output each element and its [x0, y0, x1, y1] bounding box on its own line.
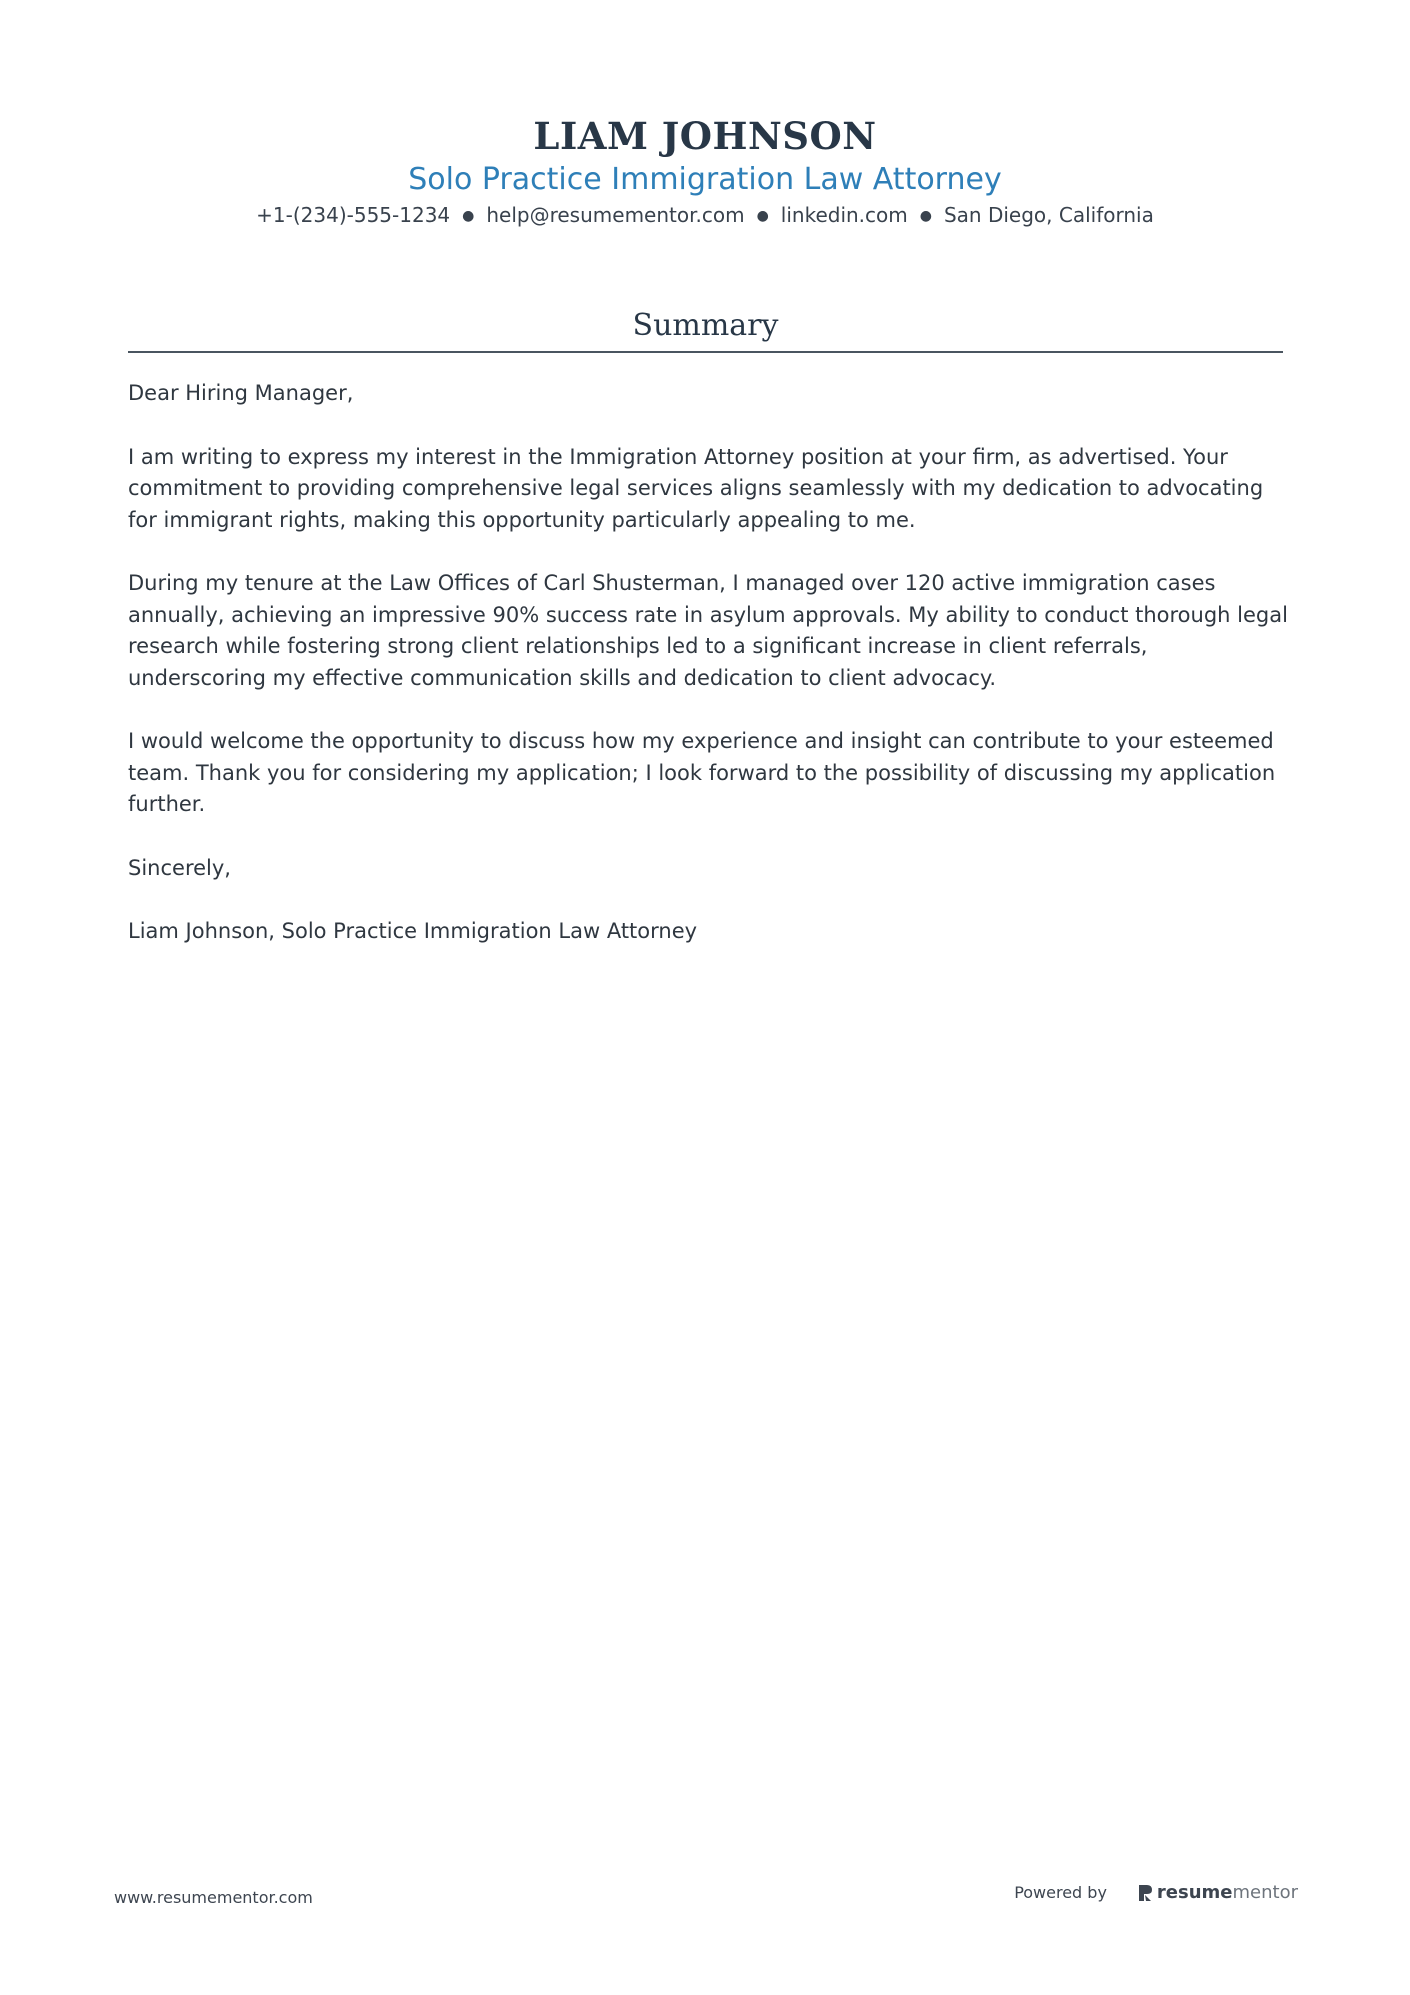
salutation: Dear Hiring Manager, — [128, 381, 354, 405]
bullet-separator: ● — [919, 208, 932, 224]
resume-header — [0, 112, 1410, 231]
bullet-separator: ● — [462, 208, 475, 224]
letter-paragraph-1: I am writing to express my interest in the Immigration Attorney position at your firm, as advertised. Your commitment to providing comprehensive legal services aligns seamlessly with my dedication to advocating for immigrant rights, making this opportunity particularly appealing to me. — [128, 444, 1264, 532]
section-heading-summary: Summary — [632, 308, 779, 343]
contact-line — [0, 200, 1410, 231]
candidate-name: LIAM JOHNSON — [533, 114, 877, 158]
letter-body — [128, 378, 1288, 980]
powered-by-label: Powered by — [1014, 1883, 1107, 1902]
contact-location: San Diego, California — [943, 203, 1154, 227]
logo-text-mentor: mentor — [1232, 1882, 1298, 1903]
footer-branding — [1014, 1882, 1298, 1903]
closing: Sincerely, — [128, 855, 231, 880]
bullet-separator: ● — [756, 208, 769, 224]
signature: Liam Johnson, Solo Practice Immigration Law Attorney — [128, 919, 698, 943]
contact-phone: +1-(234)-555-1234 — [256, 203, 451, 227]
section-divider — [128, 351, 1283, 353]
footer-website[interactable]: www.resumementor.com — [114, 1888, 313, 1907]
letter-paragraph-3: I would welcome the opportunity to discuss how my experience and insight can contribute to your esteemed team. Thank you for considering my application; I look forward to the possibility of discussing my application further. — [128, 729, 1276, 816]
resumementor-logo[interactable] — [1137, 1882, 1298, 1903]
contact-email[interactable]: help@resumementor.com — [486, 203, 745, 227]
job-title: Solo Practice Immigration Law Attorney — [408, 162, 1002, 197]
letter-paragraph-2: During my tenure at the Law Offices of Carl Shusterman, I managed over 120 active immigration cases annually, achieving an impressive 90% success rate in asylum approvals. My ability to conduct thorough legal research while fostering strong client relationships led to a significant increase in client referrals, underscoring my effective communication skills and dedication to client advocacy. — [128, 571, 1288, 690]
resumementor-logo-icon — [1137, 1883, 1153, 1903]
logo-text-resume: resume — [1156, 1882, 1233, 1903]
contact-linkedin[interactable]: linkedin.com — [780, 203, 908, 227]
